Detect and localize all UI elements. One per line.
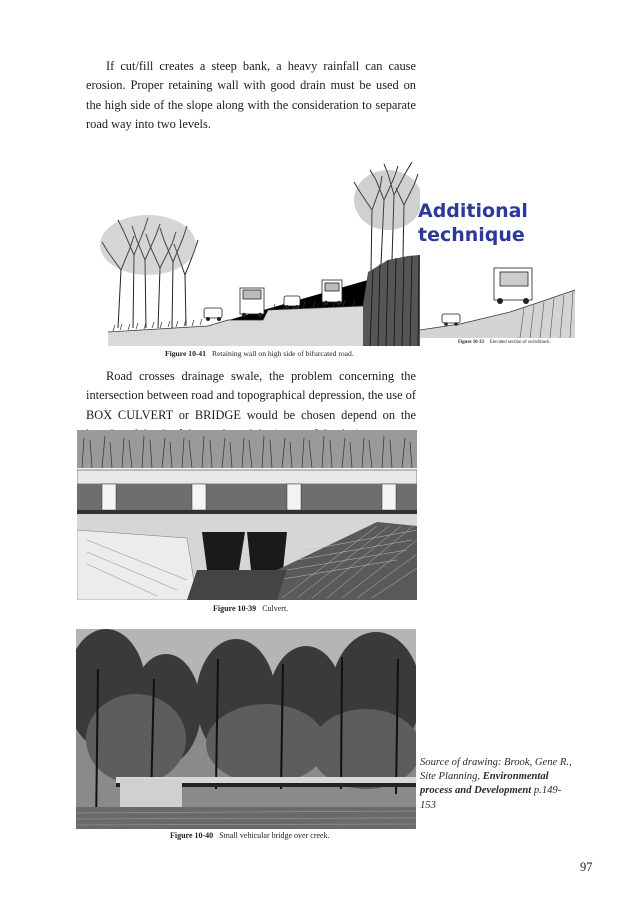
- caption-number: Figure 10-41: [165, 349, 206, 358]
- source-book-title: Environmental process and Development: [420, 771, 549, 797]
- figure-10-33-caption: [458, 340, 551, 345]
- switchback-illustration: [420, 262, 575, 338]
- bridge-photo: [76, 629, 416, 829]
- figure-10-39-caption: [213, 604, 288, 613]
- figure-10-40-caption: [170, 831, 330, 840]
- source-prefix: Source of drawing: Brook, Gene R., Site Planning,: [420, 757, 572, 783]
- heading-line-1: Additional: [418, 200, 528, 222]
- body-paragraph-drainage: Road crosses drainage swale, the problem concerning the intersection between road and topographical depression, the use of BOX CULVERT or BRIDGE would be chosen depend on the: [86, 369, 416, 422]
- source-pages: p.149-153: [420, 785, 562, 811]
- additional-technique-heading: [418, 199, 558, 247]
- caption-number: Figure 10-40: [170, 831, 214, 840]
- caption-title: Culvert.: [262, 604, 289, 613]
- caption-title: Elevated section of switchback.: [489, 340, 551, 345]
- caption-number: Figure 10-33: [458, 340, 484, 345]
- caption-number: Figure 10-39: [213, 604, 257, 613]
- figure-10-41-caption: [165, 349, 354, 358]
- caption-title: Small vehicular bridge over creek.: [219, 831, 330, 840]
- page-number: 97: [580, 860, 593, 874]
- retaining-wall-illustration: [88, 160, 420, 346]
- culvert-illustration: [77, 430, 417, 600]
- caption-title: Retaining wall on high side of bifurcated road.: [212, 349, 354, 358]
- heading-line-2: technique: [418, 224, 525, 246]
- source-citation: [420, 756, 572, 813]
- body-paragraph-cut-fill: If cut/fill creates a steep bank, a heavy rainfall can cause erosion. Proper retaining wall with good drain must be used on the high side of the slope along with the consideration to separate road way into two levels.: [86, 59, 416, 132]
